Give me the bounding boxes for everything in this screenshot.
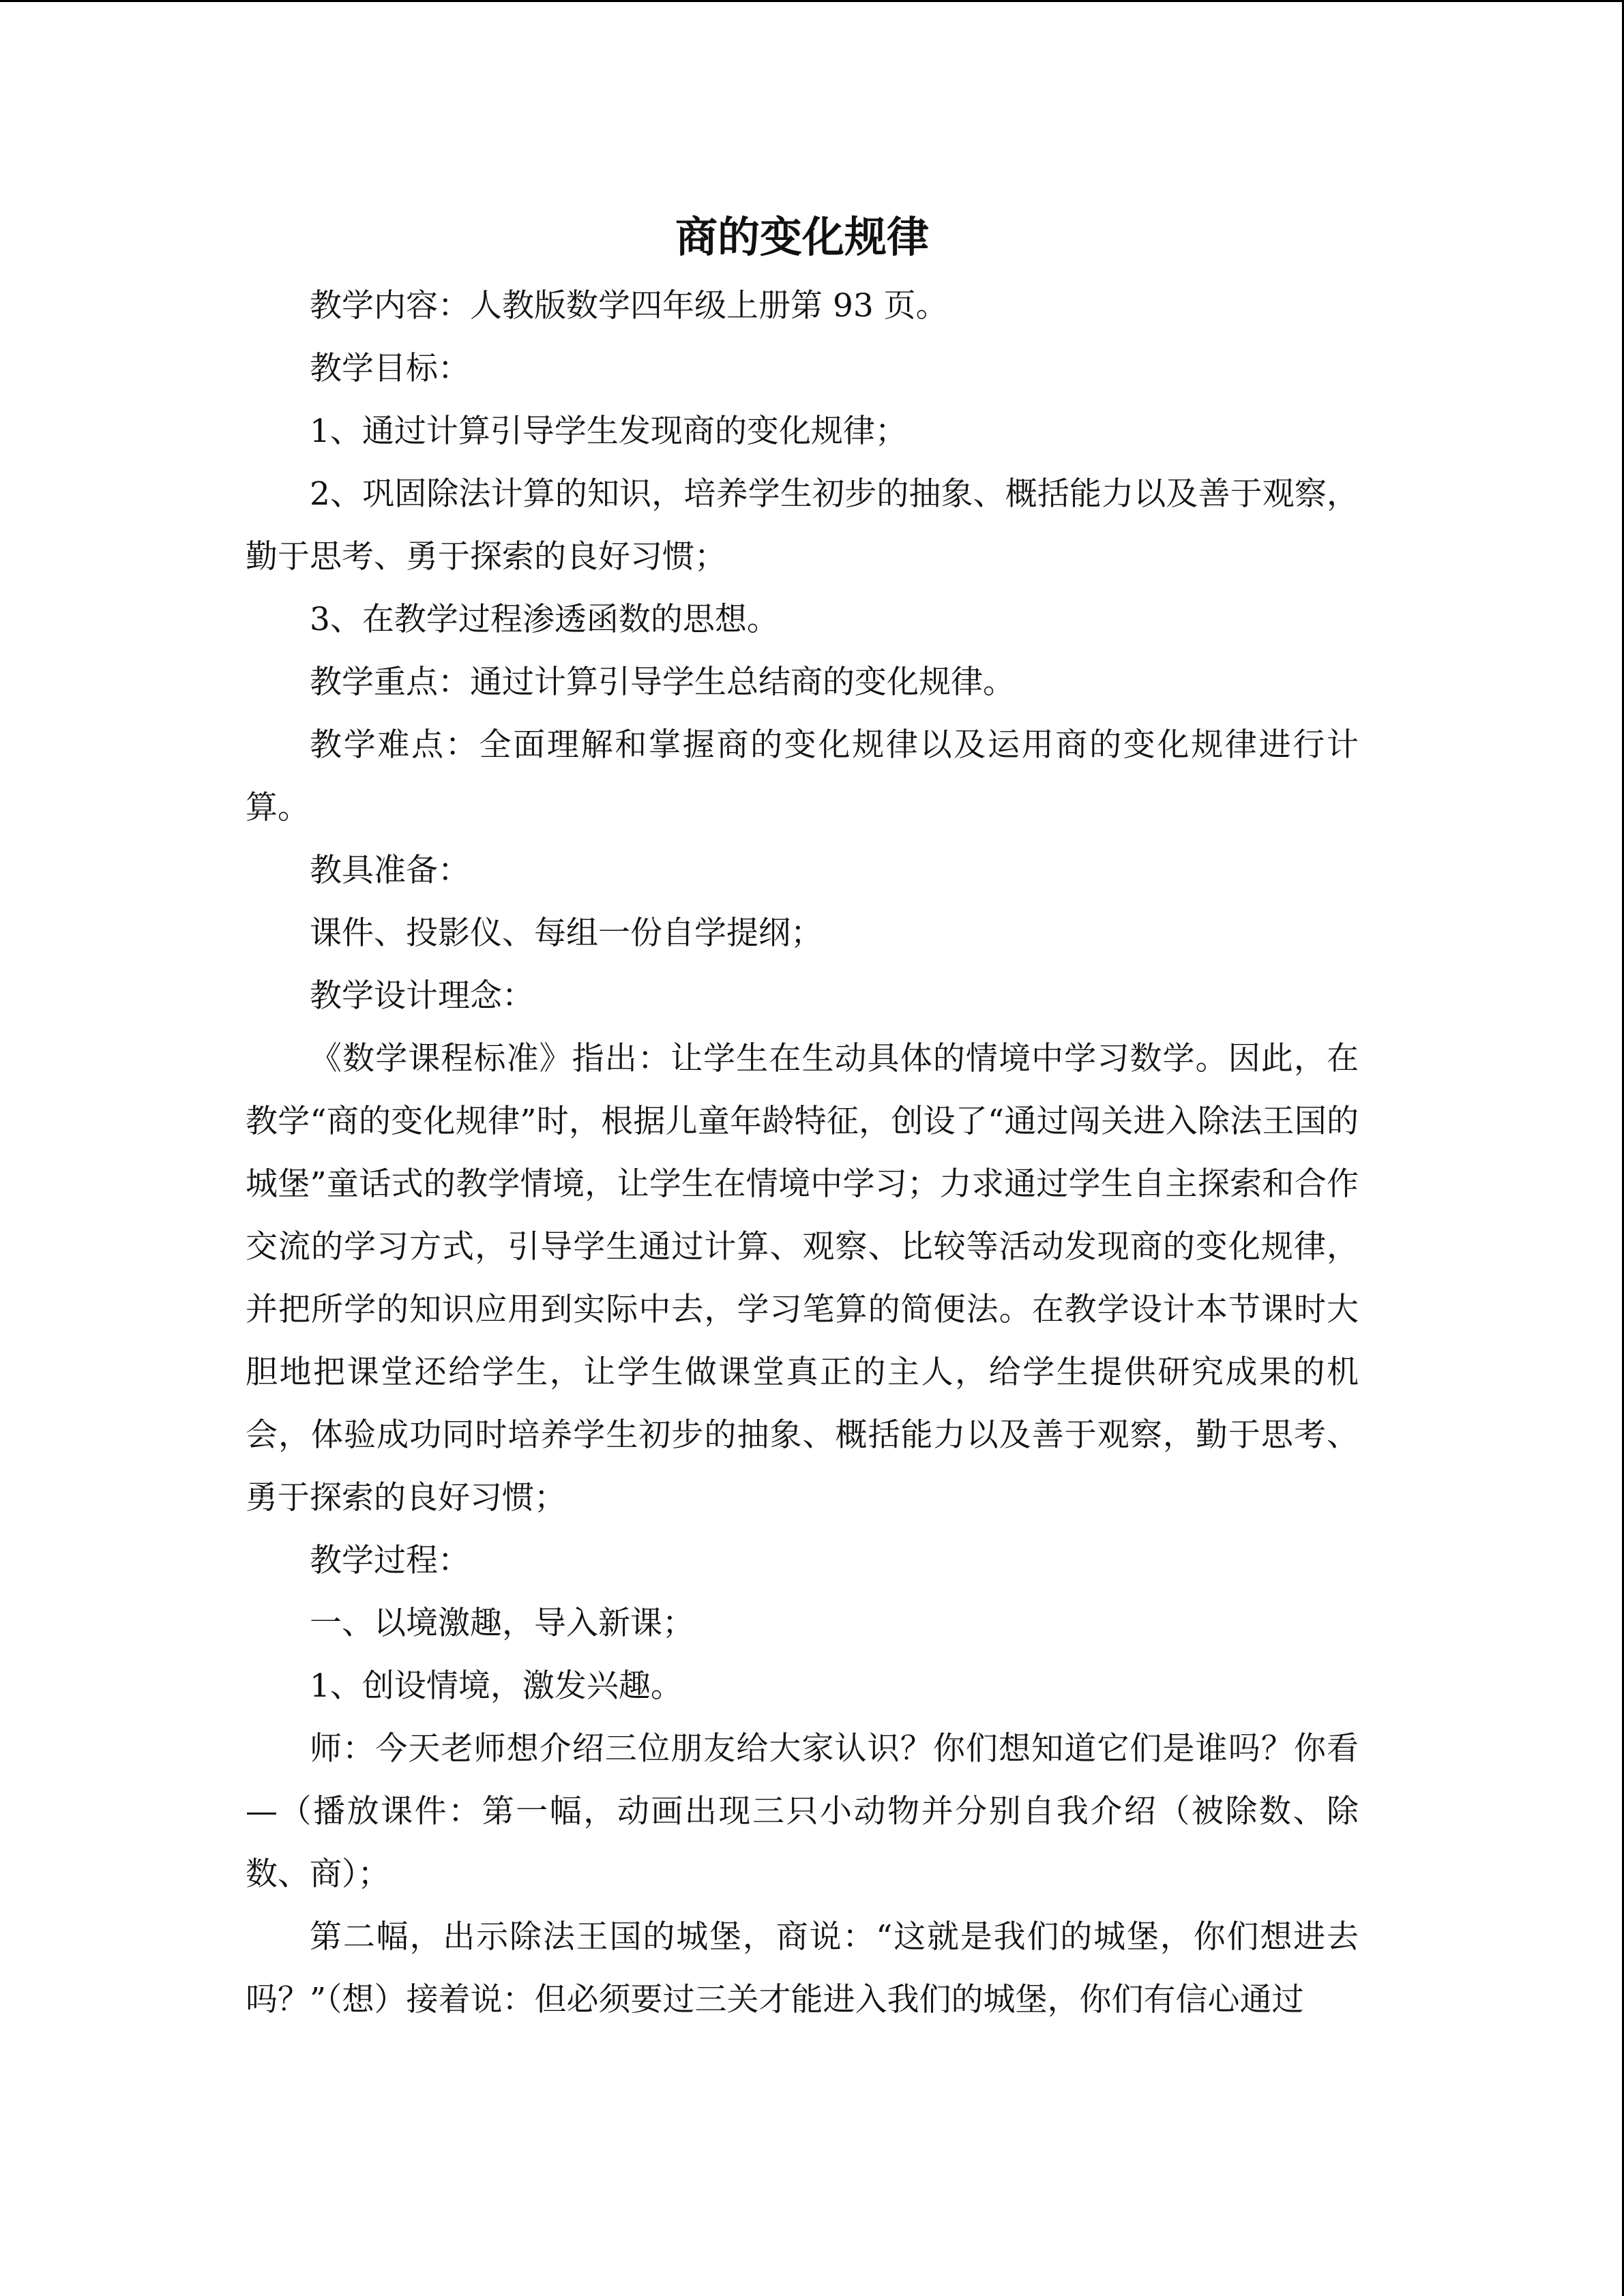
document-body: [246, 200, 1359, 2031]
paragraph-design-heading: 教学设计理念：: [310, 977, 534, 1015]
paragraph-key-point: 教学重点：通过计算引导学生总结商的变化规律。: [310, 664, 1015, 701]
paragraph-goal-1: 1、通过计算引导学生发现商的变化规律；: [310, 413, 907, 450]
paragraph-second-slide: 第二幅，出示除法王国的城堡，商说：“这就是我们的城堡，你们想进去吗？”（想）接着说：但必须要过三关才能进入我们的城堡，你们有信心通过: [246, 1918, 1359, 2018]
paragraph-step-1: 1、创设情境，激发兴趣。: [310, 1667, 683, 1705]
paragraph-goals-heading: 教学目标：: [310, 350, 470, 387]
paragraph-section-1: 一、以境激趣，导入新课；: [310, 1605, 694, 1642]
paragraph-goal-2: 2、巩固除法计算的知识，培养学生初步的抽象、概括能力以及善于观察，勤于思考、勇于探索的良好习惯；: [246, 475, 1359, 576]
paragraph-difficulty: 教学难点：全面理解和掌握商的变化规律以及运用商的变化规律进行计算。: [246, 726, 1359, 826]
paragraph-process-heading: 教学过程：: [310, 1542, 470, 1579]
paragraph-design-concept: 《数学课程标准》指出：让学生在生动具体的情境中学习数学。因此，在教学“商的变化规律”时，根据儿童年龄特征，创设了“通过闯关进入除法王国的城堡”童话式的教学情境，让学生在情境中学习；力求通过学生自主探索和合作交流的学习方式，引导学生通过计算、观察、比较等活动发现商的变化规律，并把所学的知识应用到实际中去，学习笔算的简便法。在教学设计本节课时大胆地把课堂还给学生，让学生做课堂真正的主人，给学生提供研究成果的机会，体验成功同时培养学生初步的抽象、概括能力以及善于观察，勤于思考、勇于探索的良好习惯；: [246, 1040, 1359, 1517]
document-title: 商的变化规律: [675, 212, 929, 262]
paragraph-teaching-content: 教学内容：人教版数学四年级上册第 93 页。: [310, 287, 948, 325]
paragraph-materials-heading: 教具准备：: [310, 852, 470, 889]
paragraph-materials: 课件、投影仪、每组一份自学提纲；: [310, 914, 823, 952]
paragraph-goal-3: 3、在教学过程渗透函数的思想。: [310, 601, 779, 638]
paragraph-teacher-intro: 师：今天老师想介绍三位朋友给大家认识？你们想知道它们是谁吗？你看—（播放课件：第一幅，动画出现三只小动物并分别自我介绍（被除数、除数、商）；: [246, 1730, 1359, 1893]
